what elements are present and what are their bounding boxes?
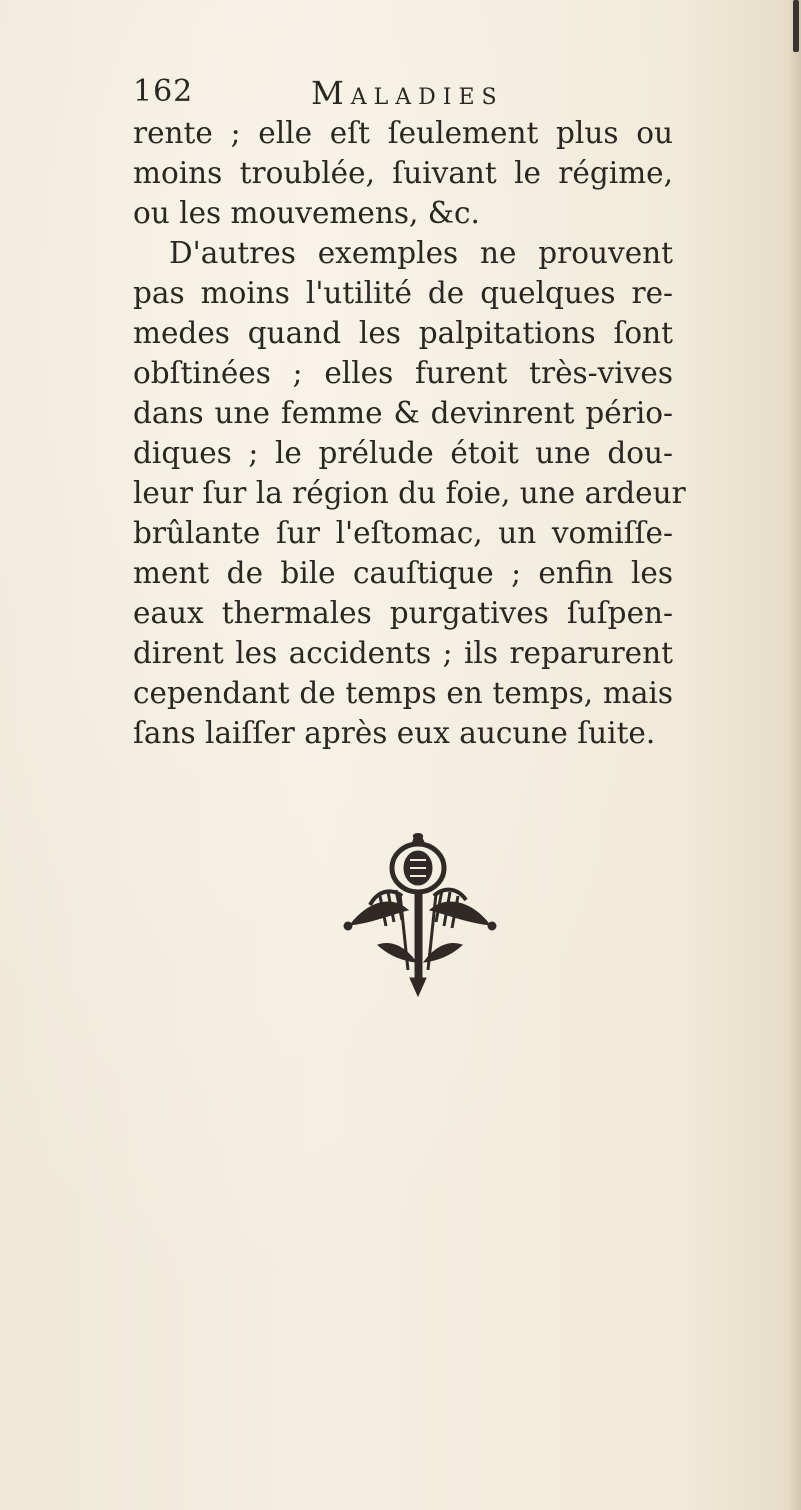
text-line: moins troublée, ſuivant le régime, bbox=[133, 156, 673, 190]
running-head: Maladies bbox=[311, 74, 504, 112]
body-text bbox=[133, 113, 686, 753]
text-line: medes quand les palpitations ſont bbox=[133, 316, 673, 350]
text-line: leur ſur la région du foie, une ardeur bbox=[133, 476, 686, 510]
text-line: ſans laiſſer après eux aucune ſuite. bbox=[133, 716, 656, 750]
floral-vignette-icon bbox=[330, 830, 510, 1000]
text-line: obſtinées ; elles furent très-vives bbox=[133, 356, 673, 390]
text-line: D'autres exemples ne prouvent bbox=[169, 236, 673, 270]
text-line: dirent les accidents ; ils reparurent bbox=[133, 636, 673, 670]
page-edge-shadow bbox=[787, 0, 801, 1510]
text-line: pas moins l'utilité de quelques re- bbox=[133, 276, 673, 310]
page-header bbox=[133, 70, 673, 112]
page-edge-mark bbox=[793, 0, 799, 52]
page-number: 162 bbox=[133, 74, 194, 109]
text-line: dans une femme & devinrent pério- bbox=[133, 396, 673, 430]
text-line: cependant de temps en temps, mais bbox=[133, 676, 673, 710]
text-line: ou les mouvemens, &c. bbox=[133, 196, 480, 230]
text-line: ment de bile cauſtique ; enfin les bbox=[133, 556, 673, 590]
text-line: rente ; elle eſt ſeulement plus ou bbox=[133, 116, 673, 150]
text-line: eaux thermales purgatives ſuſpen- bbox=[133, 596, 673, 630]
text-line: brûlante ſur l'eſtomac, un vomiſſe- bbox=[133, 516, 673, 550]
text-line: diques ; le prélude étoit une dou- bbox=[133, 436, 673, 470]
